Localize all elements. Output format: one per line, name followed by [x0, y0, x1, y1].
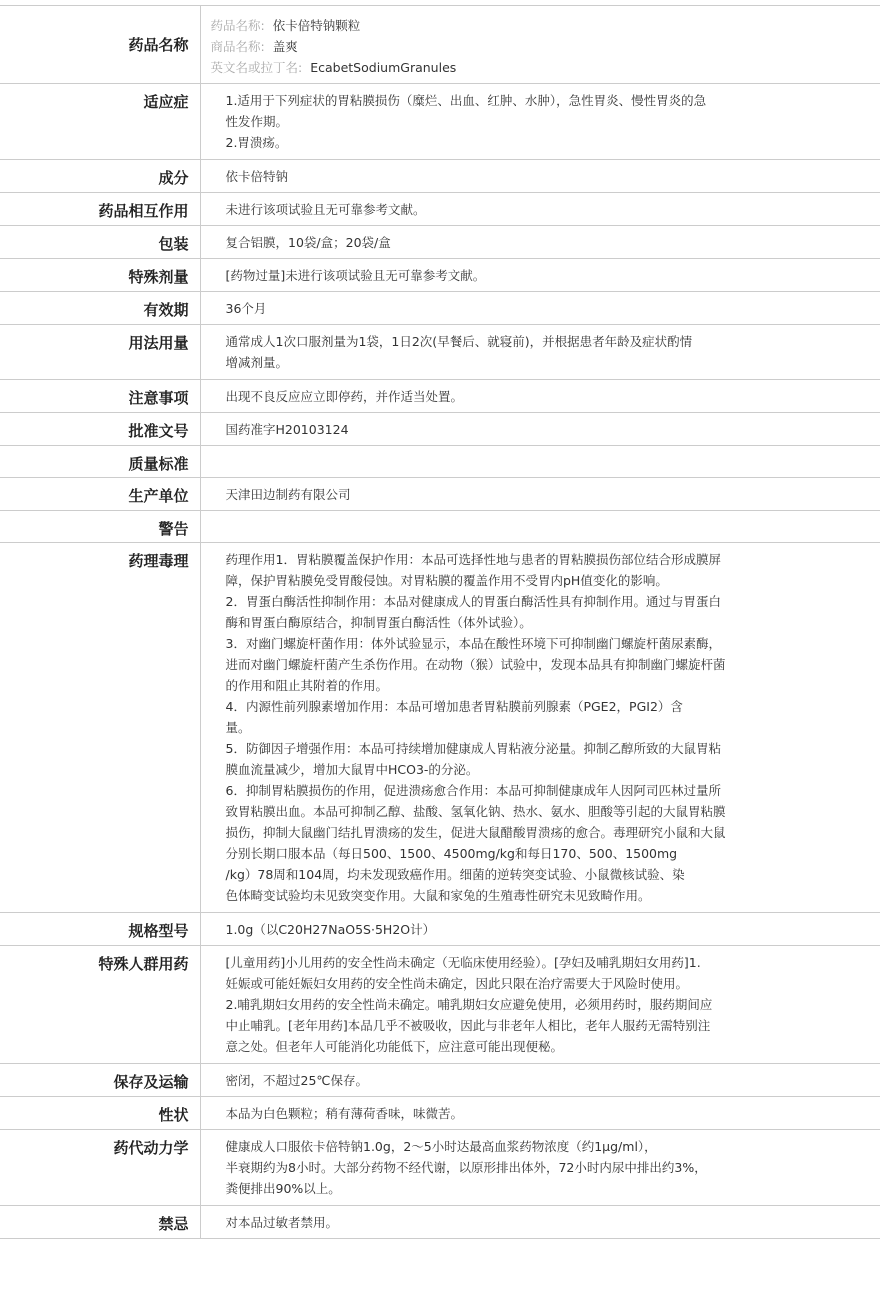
info-row — [0, 913, 880, 946]
info-row — [0, 511, 880, 543]
row-value-line: 障，保护胃粘膜免受胃酸侵蚀。对胃粘膜的覆盖作用不受胃内pH值变化的影响。 — [225, 573, 668, 588]
row-value-line: 粪便排出90%以上。 — [225, 1181, 341, 1196]
row-value-line: 出现不良反应应立即停药，并作适当处置。 — [225, 389, 464, 404]
row-value — [200, 1130, 880, 1206]
info-row — [0, 1097, 880, 1130]
row-label: 禁忌 — [0, 1206, 200, 1239]
row-value-line: 半衰期约为8小时。大部分药物不经代谢，以原形排出体外，72小时内尿中排出约3%， — [225, 1160, 707, 1175]
row-value-line: 36个月 — [225, 301, 267, 316]
row-value — [200, 413, 880, 446]
row-value-line: 天津田边制药有限公司 — [225, 487, 351, 502]
row-value-line: 本品为白色颗粒；稍有薄荷香味，味微苦。 — [225, 1106, 464, 1121]
row-value-line: 意之处。但老年人可能消化功能低下，应注意可能出现便秘。 — [225, 1039, 564, 1054]
row-value-line: 3．对幽门螺旋杆菌作用：体外试验显示，本品在酸性环境下可抑制幽门螺旋杆菌尿素酶， — [225, 636, 721, 651]
row-value-line: 未进行该项试验且无可靠参考文献。 — [225, 202, 426, 217]
row-value-line: 2.胃溃疡。 — [225, 135, 288, 150]
row-value-line: 5．防御因子增强作用：本品可持续增加健康成人胃粘液分泌量。抑制乙醇所致的大鼠胃粘 — [225, 741, 721, 756]
row-label: 保存及运输 — [0, 1064, 200, 1097]
info-row — [0, 325, 880, 380]
trade-name-value: 盖爽 — [272, 39, 298, 54]
drug-info-table — [0, 5, 880, 1239]
row-label: 注意事项 — [0, 380, 200, 413]
row-value-line: 2.哺乳期妇女用药的安全性尚未确定。哺乳期妇女应避免使用，必须用药时，服药期间应 — [225, 997, 713, 1012]
english-name-line — [211, 57, 789, 78]
trade-name-line — [211, 36, 789, 57]
row-value-line: 复合铝膜，10袋/盒；20袋/盒 — [225, 235, 391, 250]
info-row — [0, 946, 880, 1064]
drug-name-label: 药品名称 — [0, 6, 200, 84]
info-row — [0, 1064, 880, 1097]
row-value — [200, 226, 880, 259]
row-value-line: [儿童用药]小儿用药的安全性尚未确定（无临床使用经验）。[孕妇及哺乳期妇女用药]1. — [225, 955, 701, 970]
row-value-line: 量。 — [225, 720, 251, 735]
row-value-line: 致胃粘膜出血。本品可抑制乙醇、盐酸、氢氧化钠、热水、氨水、胆酸等引起的大鼠胃粘膜 — [225, 804, 726, 819]
drug-name-row — [0, 6, 880, 84]
info-row — [0, 292, 880, 325]
row-label: 生产单位 — [0, 478, 200, 511]
row-value — [200, 1206, 880, 1239]
row-value-line: 对本品过敏者禁用。 — [225, 1215, 339, 1230]
info-row — [0, 1130, 880, 1206]
row-value — [200, 446, 880, 478]
generic-name-key: 药品名称: — [210, 18, 265, 33]
drug-info-table-body — [0, 6, 880, 1239]
info-row — [0, 543, 880, 913]
row-label: 药品相互作用 — [0, 193, 200, 226]
info-row — [0, 1206, 880, 1239]
info-row — [0, 160, 880, 193]
row-value-line: 6．抑制胃粘膜损伤的作用，促进溃疡愈合作用：本品可抑制健康成年人因阿司匹林过量所 — [225, 783, 721, 798]
row-value — [200, 380, 880, 413]
generic-name-value: 依卡倍特钠颗粒 — [272, 18, 361, 33]
english-name-key: 英文名或拉丁名: — [210, 60, 303, 75]
row-label: 质量标准 — [0, 446, 200, 478]
row-value-line: 性发作期。 — [225, 114, 289, 129]
row-label: 用法用量 — [0, 325, 200, 380]
row-value-line: 2．胃蛋白酶活性抑制作用：本品对健康成人的胃蛋白酶活性具有抑制作用。通过与胃蛋白 — [225, 594, 721, 609]
row-value-line: /kg）78周和104周，均未发现致癌作用。细菌的逆转突变试验、小鼠微核试验、染 — [225, 867, 685, 882]
row-value-line: 依卡倍特钠 — [225, 169, 289, 184]
row-value-line: 妊娠或可能妊娠妇女用药的安全性尚未确定，因此只限在治疗需要大于风险时使用。 — [225, 976, 689, 991]
row-label: 适应症 — [0, 84, 200, 160]
row-value-line: 中止哺乳。[老年用药]本品几乎不被吸收，因此与非老年人相比，老年人服药无需特别注 — [225, 1018, 711, 1033]
row-label: 药理毒理 — [0, 543, 200, 913]
row-label: 药代动力学 — [0, 1130, 200, 1206]
row-value-line: 进而对幽门螺旋杆菌产生杀伤作用。在动物（猴）试验中，发现本品具有抑制幽门螺旋杆菌 — [225, 657, 726, 672]
row-value — [200, 325, 880, 380]
row-label: 性状 — [0, 1097, 200, 1130]
row-label: 规格型号 — [0, 913, 200, 946]
row-value — [200, 259, 880, 292]
row-label: 特殊人群用药 — [0, 946, 200, 1064]
row-label: 警告 — [0, 511, 200, 543]
row-label: 有效期 — [0, 292, 200, 325]
info-row — [0, 226, 880, 259]
row-value-line: 色体畸变试验均未见致突变作用。大鼠和家兔的生殖毒性研究未见致畸作用。 — [225, 888, 651, 903]
row-value — [200, 292, 880, 325]
drug-name-values — [200, 6, 880, 84]
row-value-line: 分别长期口服本品（每日500、1500、4500mg/kg和每日170、500、1500mg — [225, 846, 678, 861]
row-value — [200, 193, 880, 226]
generic-name-line — [211, 15, 789, 36]
row-value-line: 增减剂量。 — [225, 355, 289, 370]
row-value — [200, 160, 880, 193]
row-value — [200, 913, 880, 946]
row-value-line: [药物过量]未进行该项试验且无可靠参考文献。 — [225, 268, 486, 283]
info-row — [0, 259, 880, 292]
row-value-line: 密闭，不超过25℃保存。 — [225, 1073, 368, 1088]
row-value — [200, 478, 880, 511]
row-value-line: 药理作用1．胃粘膜覆盖保护作用：本品可选择性地与患者的胃粘膜损伤部位结合形成膜屏 — [225, 552, 721, 567]
info-row — [0, 193, 880, 226]
row-value-line: 损伤，抑制大鼠幽门结扎胃溃疡的发生，促进大鼠醋酸胃溃疡的愈合。毒理研究小鼠和大鼠 — [225, 825, 726, 840]
row-value-line: 4．内源性前列腺素增加作用：本品可增加患者胃粘膜前列腺素（PGE2，PGI2）含 — [225, 699, 683, 714]
row-value-line: 1.适用于下列症状的胃粘膜损伤（糜烂、出血、红肿、水肿），急性胃炎、慢性胃炎的急 — [225, 93, 707, 108]
row-label: 批准文号 — [0, 413, 200, 446]
row-value — [200, 1064, 880, 1097]
row-label: 包装 — [0, 226, 200, 259]
info-row — [0, 413, 880, 446]
row-value-line: 的作用和阻止其附着的作用。 — [225, 678, 389, 693]
row-label: 成分 — [0, 160, 200, 193]
info-row — [0, 380, 880, 413]
row-value-line: 酶和胃蛋白酶原结合，抑制胃蛋白酶活性（体外试验）。 — [225, 615, 532, 630]
row-value — [200, 84, 880, 160]
info-row — [0, 478, 880, 511]
english-name-value: EcabetSodiumGranules — [310, 60, 457, 75]
info-row — [0, 84, 880, 160]
info-row — [0, 446, 880, 478]
row-label: 特殊剂量 — [0, 259, 200, 292]
row-value — [200, 946, 880, 1064]
trade-name-key: 商品名称: — [210, 39, 265, 54]
row-value-line: 健康成人口服依卡倍特钠1.0g，2～5小时达最高血浆药物浓度（约1μg/ml）， — [225, 1139, 657, 1154]
row-value-line: 通常成人1次口服剂量为1袋，1日2次(早餐后、就寝前)，并根据患者年龄及症状酌情 — [225, 334, 693, 349]
row-value — [200, 511, 880, 543]
row-value — [200, 543, 880, 913]
row-value-line: 1.0g（以C20H27NaO5S·5H2O计） — [225, 922, 436, 937]
row-value-line: 国药准字H20103124 — [225, 422, 349, 437]
row-value — [200, 1097, 880, 1130]
row-value-line: 膜血流量减少，增加大鼠胃中HCO3-的分泌。 — [225, 762, 479, 777]
